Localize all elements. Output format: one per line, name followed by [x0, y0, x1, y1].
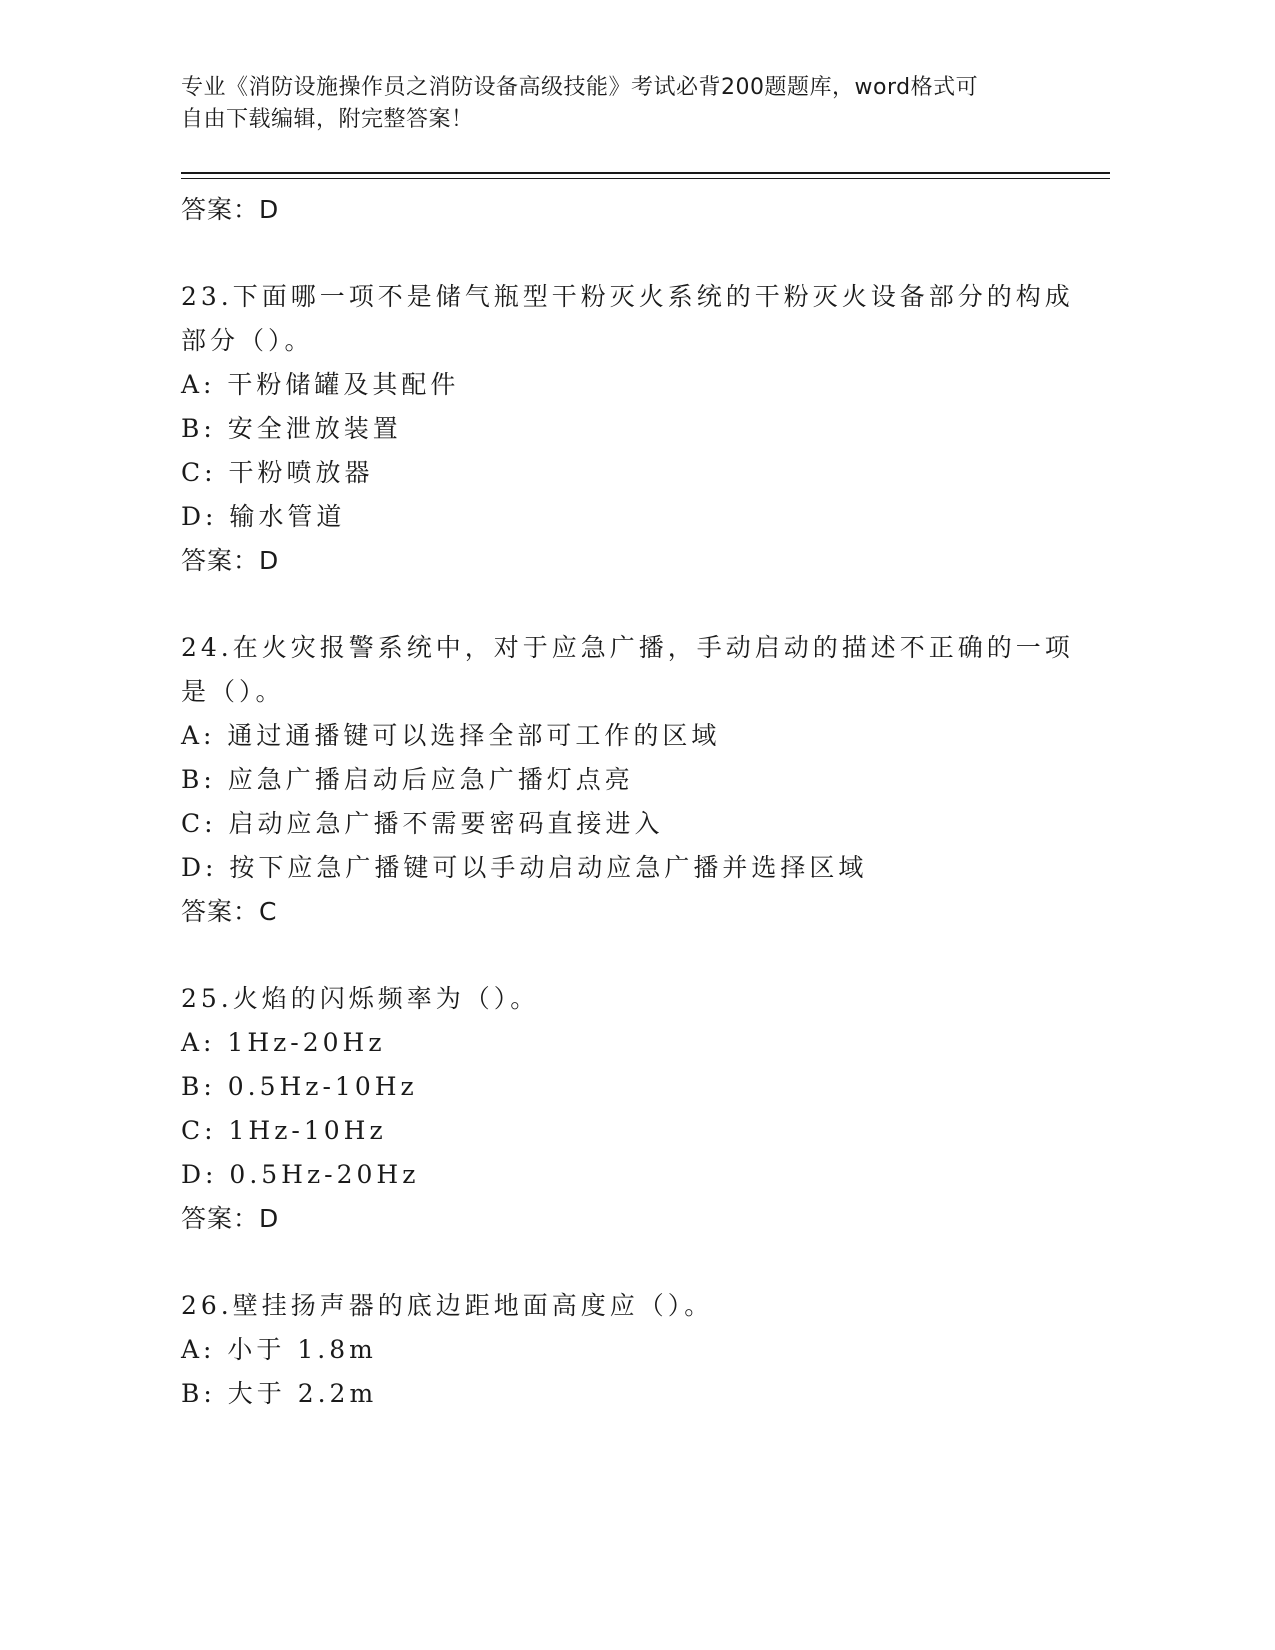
option-d: D: 输水管道 — [181, 502, 346, 531]
question-stem: 25.火焰的闪烁频率为（）。 — [181, 984, 540, 1013]
option-d: D: 0.5Hz-20Hz — [181, 1160, 420, 1189]
header-line-1: 专业《消防设施操作员之消防设备高级技能》考试必背200题题库，word格式可 — [181, 75, 979, 100]
option-b: B: 安全泄放装置 — [181, 414, 402, 443]
answer-line: 答案：D — [181, 1204, 280, 1233]
option-c: C: 1Hz-10Hz — [181, 1116, 387, 1145]
option-a: A: 1Hz-20Hz — [181, 1028, 386, 1057]
document-body — [181, 188, 1081, 1416]
option-a: A: 干粉储罐及其配件 — [181, 370, 460, 399]
question-stem-continued: 是（）。 — [181, 677, 285, 706]
option-a: A: 通过通播键可以选择全部可工作的区域 — [181, 721, 721, 750]
question-block-26 — [181, 1284, 1081, 1416]
page-header — [181, 72, 1061, 136]
option-b: B: 大于 2.2m — [181, 1379, 378, 1408]
answer-line: 答案：C — [181, 897, 278, 926]
question-stem-continued: 部分（）。 — [181, 326, 314, 355]
header-rule-thin — [181, 178, 1110, 179]
option-d: D: 按下应急广播键可以手动启动应急广播并选择区域 — [181, 853, 868, 882]
question-stem: 24.在火灾报警系统中，对于应急广播，手动启动的描述不正确的一项 — [181, 633, 1074, 662]
question-stem: 23.下面哪一项不是储气瓶型干粉灭火系统的干粉灭火设备部分的构成 — [181, 282, 1074, 311]
header-rule-thick — [181, 172, 1110, 174]
header-line-2: 自由下载编辑，附完整答案！ — [181, 107, 474, 132]
question-block-25 — [181, 977, 1081, 1241]
option-c: C: 干粉喷放器 — [181, 458, 374, 487]
answer-line: 答案：D — [181, 546, 280, 575]
option-b: B: 0.5Hz-10Hz — [181, 1072, 418, 1101]
question-stem: 26.壁挂扬声器的底边距地面高度应（）。 — [181, 1291, 714, 1320]
answer-line: 答案：D — [181, 195, 280, 224]
question-block-24 — [181, 626, 1081, 934]
option-a: A: 小于 1.8m — [181, 1335, 377, 1364]
question-block-23 — [181, 275, 1081, 583]
option-c: C: 启动应急广播不需要密码直接进入 — [181, 809, 664, 838]
option-b: B: 应急广播启动后应急广播灯点亮 — [181, 765, 634, 794]
